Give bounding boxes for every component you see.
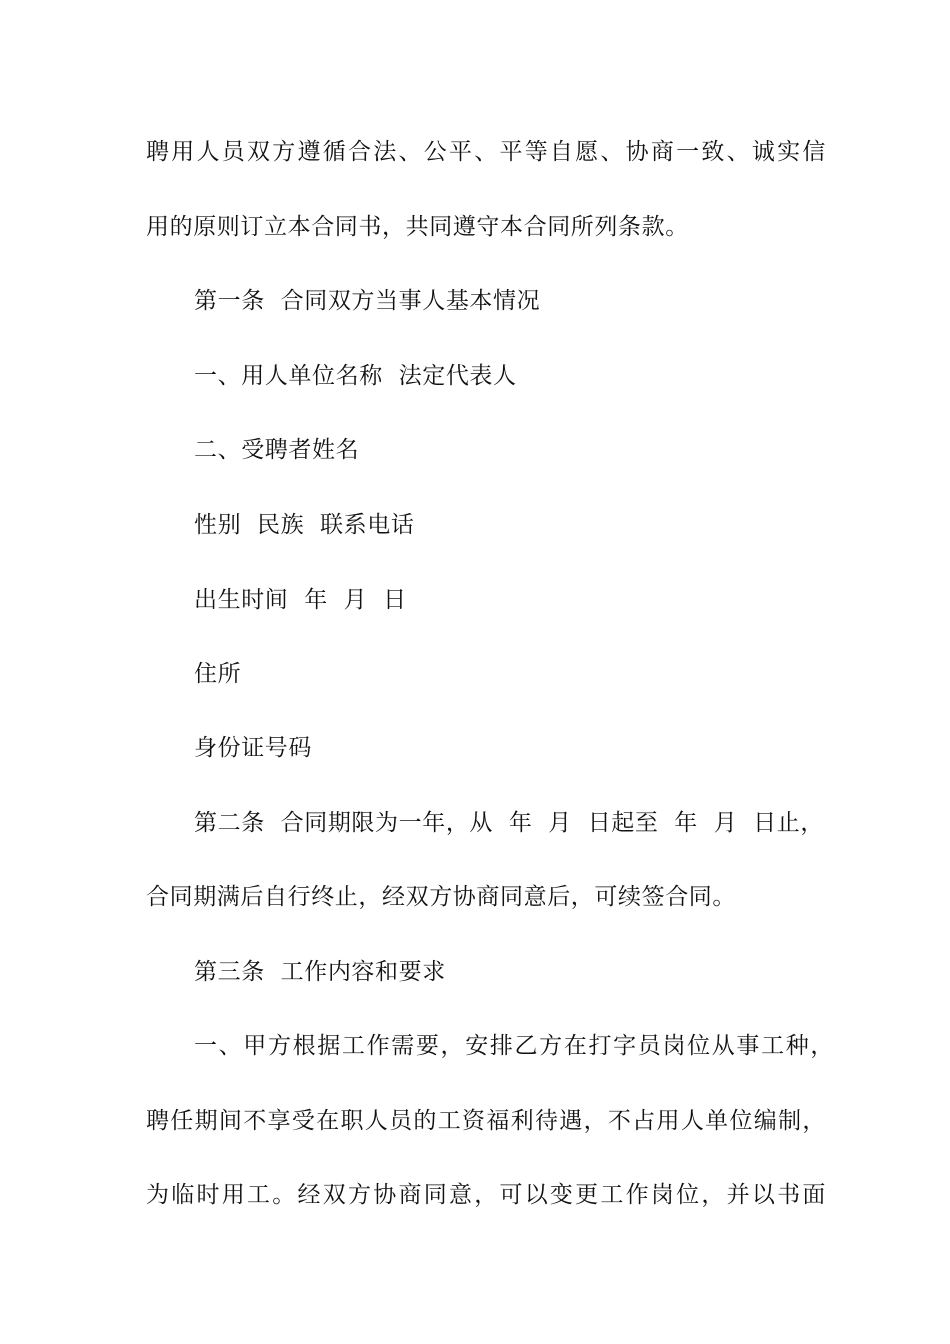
body-text-line: 二、受聘者姓名	[194, 437, 360, 463]
body-text-line: 一、用人单位名称 法定代表人	[194, 363, 517, 389]
body-text-line: 一、甲方根据工作需要，安排乙方在打字员岗位从事工种，	[194, 1033, 834, 1059]
body-text-line: 用的原则订立本合同书，共同遵守本合同所列条款。	[146, 214, 689, 240]
article-heading: 第二条 合同期限为一年，从 年 月 日起至 年 月 日止，	[194, 810, 824, 836]
body-text-line: 聘用人员双方遵循合法、公平、平等自愿、协商一致、诚实信	[146, 139, 826, 165]
body-text-line: 为临时用工。经双方协商同意，可以变更工作岗位，并以书面	[146, 1182, 826, 1208]
body-text-line: 聘任期间不享受在职人员的工资福利待遇，不占用人单位编制，	[146, 1108, 826, 1134]
body-text-line: 身份证号码	[194, 735, 312, 761]
body-text-line: 住所	[194, 661, 242, 687]
article-heading: 第一条 合同双方当事人基本情况	[194, 288, 541, 314]
body-text-line: 合同期满后自行终止，经双方协商同意后，可续签合同。	[146, 884, 736, 910]
body-text-line: 出生时间 年 月 日	[194, 587, 407, 613]
article-heading: 第三条 工作内容和要求	[194, 959, 446, 985]
body-text-line: 性别 民族 联系电话	[194, 512, 415, 538]
